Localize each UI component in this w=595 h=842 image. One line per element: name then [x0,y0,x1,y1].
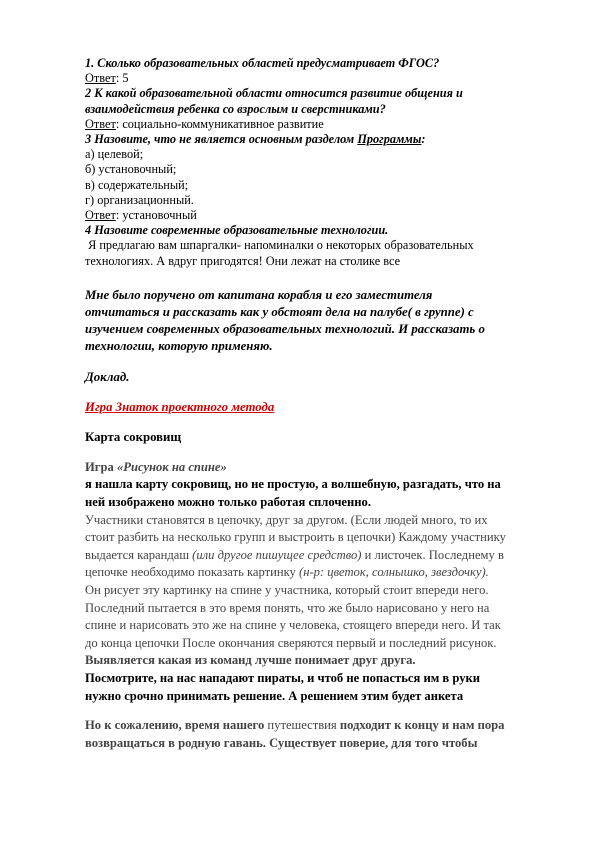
answer-label: Ответ [85,116,116,131]
question-3-prefix: 3 Назовите, что не является основным разделом [85,132,358,147]
pirates-line-2: нужно срочно принимать решение. А решением этим будет анкета [85,688,464,703]
intro-line-2: ней изображено можно только работая сплоченно. [85,495,371,510]
answer-label: Ответ [85,71,116,86]
document-body [85,56,545,752]
captain-line-2: отчитаться и рассказать как у обстоят дела на палубе( в группе) с [85,304,474,319]
question-4: 4 Назовите современные образовательные технологии. [85,223,389,238]
option-b: б) установочный; [85,162,177,177]
answer-1 [85,71,545,86]
option-a: а) целевой; [85,147,144,162]
answer-3 [85,208,545,223]
answer-text: : социально-коммуникативное развитие [115,116,324,131]
rules-line-4-a: цепочке необходимо показать картинку [85,565,299,580]
rules-line-2: стоит разбить на несколько групп и выстроить в цепочки) Каждому участнику [85,530,506,545]
game-title: Игра Знаток проектного метода [85,399,275,414]
ending-line-1-c: подходит к концу и нам пора [336,718,505,733]
option-d: г) организационный. [85,192,194,207]
report-heading: Доклад. [85,369,130,384]
question-1: 1. Сколько образовательных областей предусматривает ФГОС? [85,56,440,70]
rules-line-1: Участники становятся в цепочку, друг за другом. (Если людей много, то их [85,512,488,527]
option-c: в) содержательный; [85,177,189,192]
rules-line-6: Последний пытается в это время понять, что же было нарисовано у него на [85,600,490,615]
question-2-line-2: взаимодействия ребенка со взрослым и сверстниками? [85,101,386,116]
game-name: «Рисунок на спине» [116,459,227,474]
question-4-text-line-2: технологиях. А вдруг пригодятся! Они лежат на столике все [85,253,401,268]
program-word: Программы [357,132,422,147]
rules-line-3-a: выдается карандаш [85,547,193,562]
intro-line-1: я нашла карту сокровищ, но не простую, а волшебную, разгадать, что на [85,477,501,492]
rules-line-8: до конца цепочки После окончания сверяются первый и последний рисунок. [85,635,497,650]
answer-label: Ответ [85,208,116,223]
result-line: Выявляется какая из команд лучше понимает друг друга. [85,653,416,668]
question-4-text-line-1: Я предлагаю вам шпаргалки- напоминалки о некоторых образовательных [85,238,474,253]
ending-line-1-a: Но к сожалению, время нашего [85,718,268,733]
rules-line-3 [85,547,545,565]
game-label: Игра [85,459,117,474]
question-3 [85,132,545,147]
captain-line-3: изучением современных образовательных технологий. И рассказать о [85,321,485,336]
answer-2 [85,117,545,132]
game-heading [85,459,545,477]
rules-line-7: спине и нарисовать это же на спине у человека, стоящего впереди него. И так [85,618,501,633]
rules-line-4 [85,564,545,582]
captain-line-1: Мне было поручено от капитана корабля и его заместителя [85,287,433,302]
question-3-suffix: : [421,132,426,147]
ending-line-2: возвращаться в родную гавань. Существует поверие, для того чтобы [85,735,478,750]
map-title: Карта сокровищ [85,429,182,444]
rules-line-3-b: и листочек. Последнему в [361,547,504,562]
answer-text: : установочный [115,208,197,223]
ending-line-1-b: путешествия [267,718,337,733]
captain-line-4: технологии, которую применяю. [85,338,273,353]
ending-line-1 [85,717,545,735]
rules-line-4-italic: (н-р: цветок, солнышко, звездочку). [299,565,489,580]
answer-text: : 5 [115,71,129,86]
rules-line-3-italic: (или другое пишущее средство) [192,547,362,562]
rules-line-5: Он рисует эту картинку на спине у участника, который стоит впереди него. [85,583,489,597]
question-2-line-1: 2 К какой образовательной области относится развитие общения и [85,86,463,101]
pirates-line-1: Посмотрите, на нас нападают пираты, и чтоб не попасться им в руки [85,670,481,685]
